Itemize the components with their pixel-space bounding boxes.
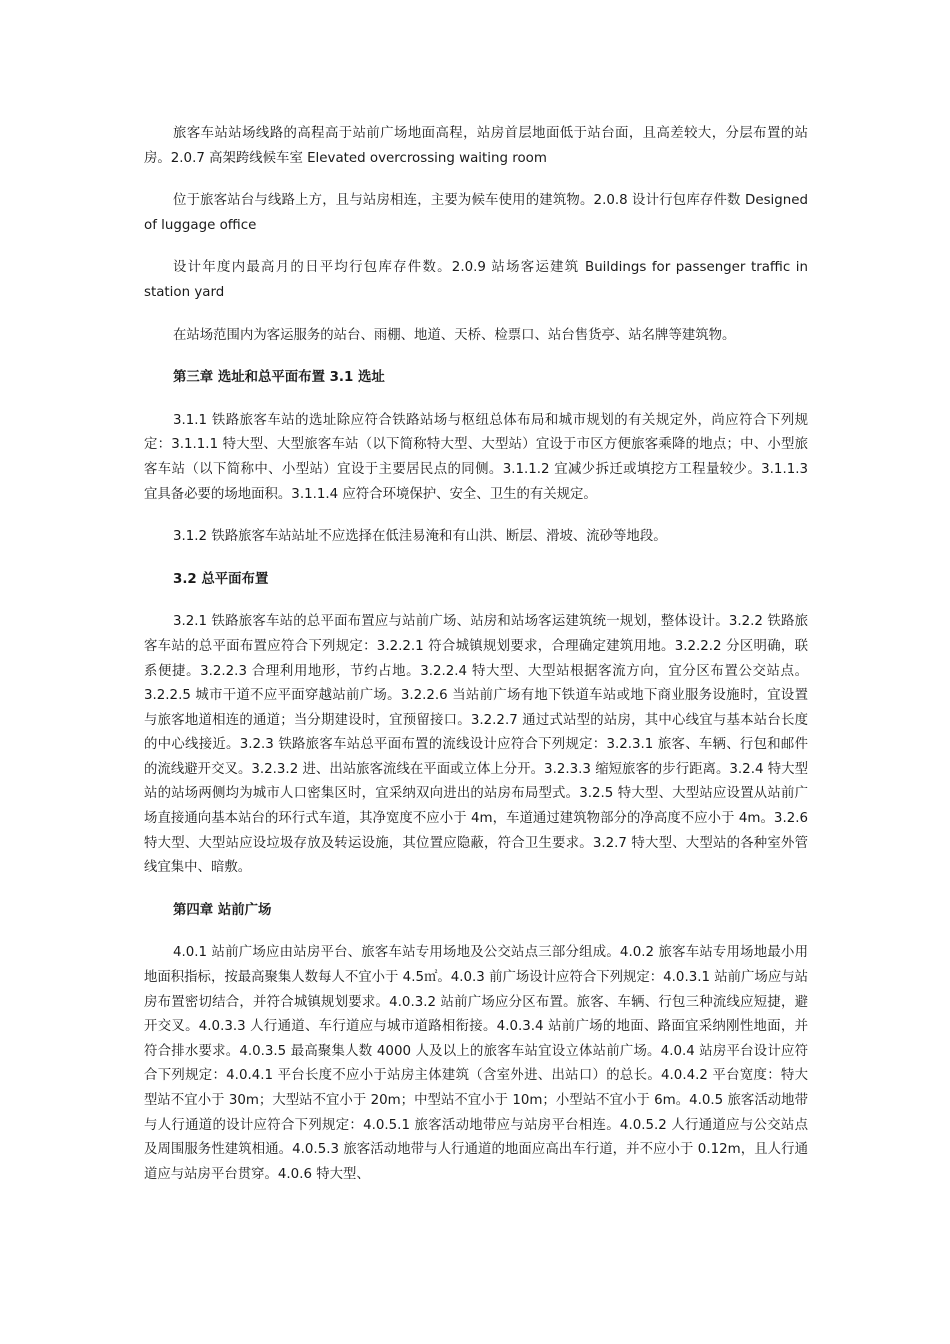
chapter-4-heading: 第四章 站前广场: [173, 902, 272, 918]
paragraph-2-0-6-elevated-station: 旅客车站站场线路的高程高于站前广场地面高程，站房首层地面低于站台面，且高差较大，分层布置的站房。2.0.7 高架跨线候车室 Elevated overcrossing waiting room: [144, 126, 808, 166]
document-page: [144, 122, 808, 1205]
paragraph-3-2: 3.2.1 铁路旅客车站的总平面布置应与站前广场、站房和站场客运建筑统一规划，整体设计。3.2.2 铁路旅客车站的总平面布置应符合下列规定：3.2.2.1 符合城镇规划要求，合理确定建筑用地。3.2.2.2 分区明确，联系便捷。3.2.2.3 合理利用地形，节约占地。3.2.2.4 特大型、大型站根据客流方向，宜分区布置公交站点。3.2.2.5 城市干道不应平面穿越站前广场。3.2.2.6 当站前广场有地下铁道车站或地下商业服务设施时，宜设置与旅客地道相连的通道；当分期建设时，宜预留接口。3.2.2.7 通过式站型的站房，其中心线宜与基本站台长度的中心线接近。3.2.3 铁路旅客车站总平面布置的流线设计应符合下列规定：3.2.3.1 旅客、车辆、行包和邮件的流线避开交叉。3.2.3.2 进、出站旅客流线在平面或立体上分开。3.2.3.3 缩短旅客的步行距离。3.2.4 特大型站的站场两侧均为城市人口密集区时，宜采纳双向进出的站房布局型式。3.2.5 特大型、大型站应设置从站前广场直接通向基本站台的环行式车道，其净宽度不应小于 4m，车道通过建筑物部分的净高度不应小于 4m。3.2.6 特大型、大型站应设垃圾存放及转运设施，其位置应隐蔽，符合卫生要求。3.2.7 特大型、大型站的各种室外管线宜集中、暗敷。: [144, 614, 808, 876]
paragraph-2-0-9-buildings: 在站场范围内为客运服务的站台、雨棚、地道、天桥、检票口、站台售货亭、站名牌等建筑物。: [173, 327, 736, 343]
paragraph-3-1-2: 3.1.2 铁路旅客车站站址不应选择在低洼易淹和有山洪、断层、滑坡、流砂等地段。: [173, 529, 667, 545]
paragraph-2-0-7-waiting-room: 位于旅客站台与线路上方，且与站房相连，主要为候车使用的建筑物。2.0.8 设计行包库存件数 Designed of luggage office: [144, 193, 808, 233]
paragraph-4-0: 4.0.1 站前广场应由站房平台、旅客车站专用场地及公交站点三部分组成。4.0.2 旅客车站专用场地最小用地面积指标，按最高聚集人数每人不宜小于 4.5㎡。4.0.3 前广场设计应符合下列规定：4.0.3.1 站前广场应与站房布置密切结合，并符合城镇规划要求。4.0.3.2 站前广场应分区布置。旅客、车辆、行包三种流线应短捷，避开交叉。4.0.3.3 人行通道、车行道应与城市道路相衔接。4.0.3.4 站前广场的地面、路面宜采纳刚性地面，并符合排水要求。4.0.3.5 最高聚集人数 4000 人及以上的旅客车站宜设立体站前广场。4.0.4 站房平台设计应符合下列规定：4.0.4.1 平台长度不应小于站房主体建筑（含室外进、出站口）的总长。4.0.4.2 平台宽度：特大型站不宜小于 30m；大型站不宜小于 20m；中型站不宜小于 10m；小型站不宜小于 6m。4.0.5 旅客活动地带与人行通道的设计应符合下列规定：4.0.5.1 旅客活动地带应与站房平台相连。4.0.5.2 人行通道应与公交站点及周围服务性建筑相通。4.0.5.3 旅客活动地带与人行通道的地面应高出车行道，并不应小于 0.12m，且人行通道应与站房平台贯穿。4.0.6 特大型、: [144, 945, 808, 1182]
chapter-3-heading: 第三章 选址和总平面布置 3.1 选址: [173, 370, 385, 386]
paragraph-3-1-1: 3.1.1 铁路旅客车站的选址除应符合铁路站场与枢纽总体布局和城市规划的有关规定外，尚应符合下列规定：3.1.1.1 特大型、大型旅客车站（以下简称特大型、大型站）宜设于市区方便旅客乘降的地点；中、小型旅客车站（以下简称中、小型站）宜设于主要居民点的同侧。3.1.1.2 宜减少拆迁或填挖方工程量较少。3.1.1.3 宜具备必要的场地面积。3.1.1.4 应符合环境保护、安全、卫生的有关规定。: [144, 412, 808, 502]
section-3-2-heading: 3.2 总平面布置: [173, 571, 269, 587]
paragraph-2-0-8-luggage: 设计年度内最高月的日平均行包库存件数。2.0.9 站场客运建筑 Buildings for passenger traffic in station yard: [144, 260, 808, 300]
